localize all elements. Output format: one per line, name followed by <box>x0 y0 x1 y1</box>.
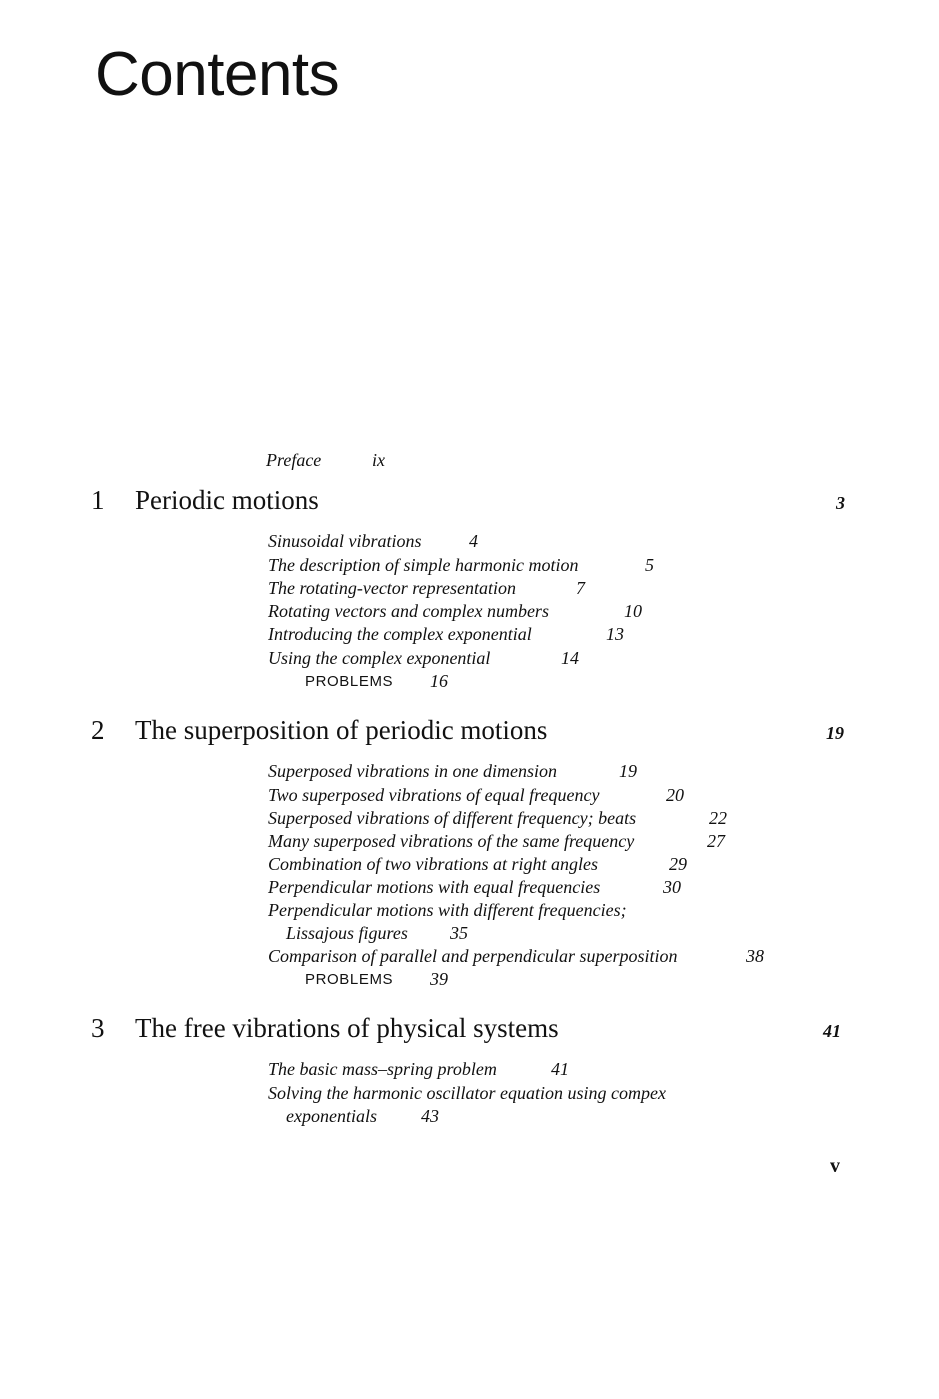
chapter-number: 2 <box>91 715 105 745</box>
section-page: 4 <box>469 531 478 551</box>
problems-page: 16 <box>430 671 448 691</box>
section-title: Many superposed vibrations of the same frequency <box>268 831 635 851</box>
chapter-number: 3 <box>91 1013 105 1043</box>
section-title: Perpendicular motions with different frequencies; <box>268 900 627 920</box>
section-title: Comparison of parallel and perpendicular superposition <box>268 946 678 966</box>
section-page: 19 <box>619 761 637 781</box>
section-page: 29 <box>669 854 687 874</box>
chapter-page: 19 <box>826 723 844 743</box>
section-page: 41 <box>551 1059 569 1079</box>
section-title: Sinusoidal vibrations <box>268 531 422 551</box>
section-title: Using the complex exponential <box>268 648 491 668</box>
problems-label: PROBLEMS <box>305 673 394 690</box>
problems-page: 39 <box>430 969 448 989</box>
section-title: Superposed vibrations of different frequency; beats <box>268 808 637 828</box>
section-page: 7 <box>576 578 585 598</box>
chapter-title: The free vibrations of physical systems <box>135 1013 559 1043</box>
problems-label: PROBLEMS <box>305 971 394 988</box>
chapter-title: Periodic motions <box>135 485 319 515</box>
section-page: 30 <box>663 877 681 897</box>
section-title: Superposed vibrations in one dimension <box>268 761 557 781</box>
section-title: The rotating-vector representation <box>268 578 516 598</box>
section-page: 13 <box>606 624 624 644</box>
section-title: The description of simple harmonic motion <box>268 555 579 575</box>
section-title: Introducing the complex exponential <box>268 624 532 644</box>
chapter-number: 1 <box>91 485 105 515</box>
chapter-page: 41 <box>823 1021 841 1041</box>
section-page: 38 <box>746 946 764 966</box>
section-title: Perpendicular motions with equal frequencies <box>268 877 601 897</box>
page-title: Contents <box>95 40 340 109</box>
chapter-title: The superposition of periodic motions <box>135 715 548 745</box>
section-page: 14 <box>561 648 579 668</box>
section-title: Solving the harmonic oscillator equation using compex <box>268 1083 666 1103</box>
section-title-continuation: Lissajous figures <box>286 923 408 943</box>
section-page: 27 <box>707 831 725 851</box>
chapter-page: 3 <box>836 493 845 513</box>
section-page: 22 <box>709 808 727 828</box>
section-page: 20 <box>666 785 684 805</box>
section-page: 10 <box>624 601 642 621</box>
section-title: Combination of two vibrations at right angles <box>268 854 599 874</box>
section-page: 43 <box>421 1106 439 1126</box>
section-title: The basic mass–spring problem <box>268 1059 497 1079</box>
preface-label: Preface <box>266 450 322 470</box>
preface-page: ix <box>372 450 385 470</box>
section-title-continuation: exponentials <box>286 1106 377 1126</box>
section-page: 5 <box>645 555 654 575</box>
section-page: 35 <box>450 923 468 943</box>
section-title: Rotating vectors and complex numbers <box>268 601 549 621</box>
folio-page-number: v <box>830 1155 840 1177</box>
section-title: Two superposed vibrations of equal frequency <box>268 785 600 805</box>
